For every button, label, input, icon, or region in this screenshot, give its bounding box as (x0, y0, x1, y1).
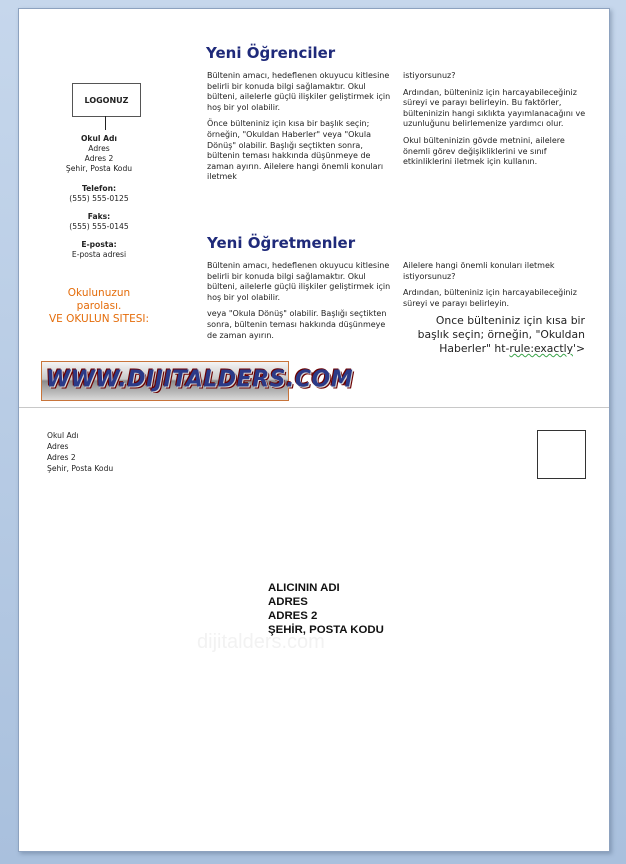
section1-col1-p1: Bültenin amacı, hedeflenen okuyucu kitlesine belirli bir konuda bilgi sağlamaktır. Okul bülteni, ailelerle güçlü ilişkiler geliştirmek için hoş bir yol olabilir. (207, 71, 391, 112)
email-label: E-posta: (81, 240, 117, 249)
fax-value: (555) 555-0145 (69, 222, 129, 231)
password-line1: Okulunuzun (67, 287, 131, 299)
logo-placeholder[interactable] (72, 83, 141, 117)
section1-col1-p2: Önce bülteniniz için kısa bir başlık seçin; örneğin, "Okuldan Haberler" veya "Okula Dönüş" olabilir. Başlığı seçtikten sonra, bültenin teması hakkında düşünmeye de zaman ayırın. Ailelere hangi önemli konuları iletmek (207, 119, 384, 182)
contact-city: Şehir, Posta Kodu (65, 164, 133, 173)
fax-block (39, 212, 159, 232)
stamp-placeholder (537, 430, 586, 479)
recipient-line4: ŞEHİR, POSTA KODU (268, 624, 384, 636)
section2-title: Yeni Öğretmenler (207, 234, 356, 252)
logo-connector-line (105, 116, 106, 130)
section2-col2-p2: Ardından, bülteniniz için harcayabileceğiniz süreyi ve parayı belirleyin. (403, 288, 577, 308)
site-line: VE OKULUN SITESI: (48, 313, 150, 325)
return-address-line3: Adres 2 (47, 453, 76, 462)
section2-col2 (403, 261, 589, 315)
return-address-line2: Adres (47, 442, 69, 451)
section1-col2-p3: Okul bülteninizin gövde metnini, ailelere önemli görev değişikliklerini ve sınıf etkinliklerini iletmek için kullanın. (403, 135, 565, 167)
return-address-line4: Şehir, Posta Kodu (47, 464, 114, 473)
password-line2: parolası. (76, 300, 122, 312)
watermark: dijitalders.com (197, 631, 325, 653)
recipient-line2: ADRES (268, 596, 308, 608)
contact-block (39, 134, 159, 174)
section1-col2 (403, 71, 589, 174)
school-name: Okul Adı (80, 134, 118, 143)
section2-col1 (207, 261, 392, 347)
callout-line3 (403, 342, 585, 356)
section2-callout (403, 314, 585, 356)
section1-title: Yeni Öğrenciler (206, 44, 336, 62)
email-block (39, 240, 159, 260)
phone-value: (555) 555-0125 (69, 194, 129, 203)
contact-address: Adres (88, 144, 110, 153)
fax-label: Faks: (87, 212, 111, 221)
return-address (47, 430, 113, 474)
callout-line3-b: rule:exactly (509, 342, 573, 355)
section2-col2-p1: Ailelere hangi önemli konuları iletmek istiyorsunuz? (403, 261, 555, 281)
phone-block (39, 184, 159, 204)
recipient-line1: ALICININ ADI (268, 582, 340, 594)
section1-col2-p2: Ardından, bülteniniz için harcayabileceğiniz süreyi ve parayı belirleyin. Bu faktörler, bülteninizin hangi sıklıkta yayımlanacağını ve uzunluğunu belirlemenize yardımcı olur. (403, 87, 586, 129)
callout-line2: başlık seçin; örneğin, "Okuldan (417, 328, 585, 341)
banner-text: WWW.DIJITALDERS.COM (46, 366, 354, 393)
recipient-address (268, 581, 384, 637)
email-value: E-posta adresi (71, 250, 127, 259)
recipient-line3: ADRES 2 (268, 610, 318, 622)
callout-line1: Once bülteniniz için kısa bir (435, 314, 585, 327)
document-page (18, 8, 610, 852)
section2-col1-p2: veya "Okula Dönüş" olabilir. Başlığı seçtikten sonra, bültenin teması hakkında düşünmeye de zaman ayırın. (207, 309, 387, 340)
logo-label: LOGONUZ (84, 95, 129, 105)
contact-address2: Adres 2 (84, 154, 114, 163)
section1-col1 (207, 71, 392, 189)
website-banner[interactable] (41, 361, 354, 401)
school-password-note (29, 287, 169, 326)
section1-col2-p1: istiyorsunuz? (403, 71, 456, 80)
callout-line3-a: Haberler" ht- (439, 342, 510, 355)
callout-line3-c: '> (572, 342, 585, 355)
return-address-line1: Okul Adı (47, 431, 79, 440)
section2-col1-p1: Bültenin amacı, hedeflenen okuyucu kitlesine belirli bir konuda bilgi sağlamaktır. Okul bülteni, ailelerle güçlü ilişkiler geliştirmek için hoş bir yol olabilir. (207, 261, 391, 302)
fold-divider (19, 407, 609, 408)
phone-label: Telefon: (81, 184, 117, 193)
